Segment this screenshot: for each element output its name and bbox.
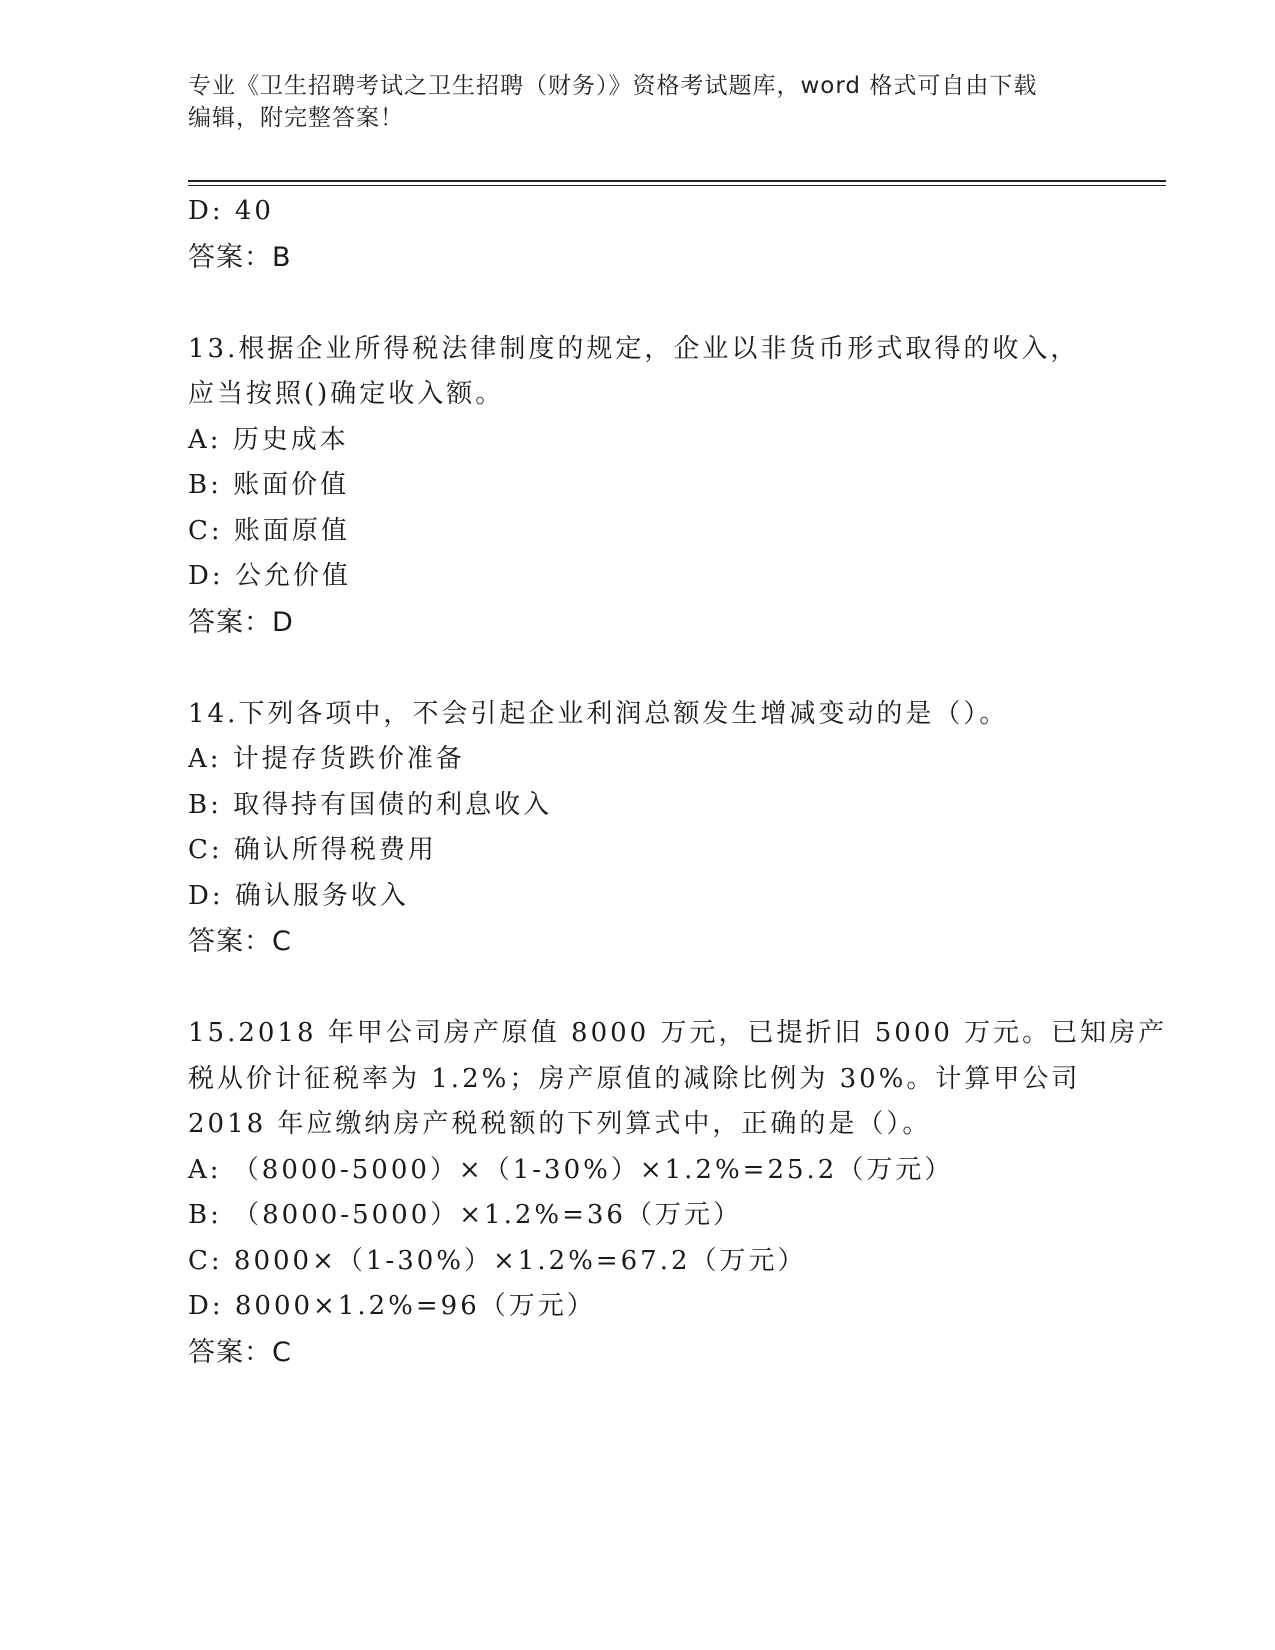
question-stem: 13.根据企业所得税法律制度的规定，企业以非货币形式取得的收入，	[188, 333, 1080, 364]
header-divider-thin	[188, 185, 1166, 186]
question-stem: 2018 年应缴纳房产税税额的下列算式中，正确的是（）。	[188, 1109, 932, 1139]
option-d: D: 确认服务收入	[188, 880, 409, 911]
question-15	[188, 1011, 1168, 1376]
option-b: B: 取得持有国债的利息收入	[188, 789, 553, 820]
question-13	[188, 327, 1148, 646]
option-b: B: 账面价值	[188, 470, 350, 500]
spacer	[188, 646, 1148, 692]
option-a: A: 历史成本	[188, 424, 349, 455]
page-header	[188, 70, 1088, 134]
spacer	[188, 965, 1148, 1011]
question-14	[188, 692, 1148, 966]
option-a: A: 计提存货跌价准备	[188, 744, 465, 774]
prev-answer: 答案：B	[188, 241, 292, 273]
option-a: A: （8000-5000）×（1-30%）×1.2%=25.2（万元）	[188, 1154, 954, 1185]
answer: 答案：D	[188, 606, 294, 638]
question-stem: 税从价计征税率为 1.2%；房产原值的减除比例为 30%。计算甲公司	[188, 1063, 1081, 1094]
question-stem: 应当按照()确定收入额。	[188, 379, 505, 409]
header-line-1: 专业《卫生招聘考试之卫生招聘（财务）》资格考试题库，word 格式可自由下载	[188, 73, 1038, 99]
question-stem: 15.2018 年甲公司房产原值 8000 万元，已提折旧 5000 万元。已知房产	[188, 1018, 1168, 1048]
question-stem: 14.下列各项中，不会引起企业利润总额发生增减变动的是（）。	[188, 698, 1009, 729]
option-d: D: 公允价值	[188, 561, 351, 591]
prev-option-d: D: 40	[188, 196, 274, 226]
answer: 答案：C	[188, 926, 292, 957]
spacer	[188, 281, 1148, 327]
option-c: C: 账面原值	[188, 515, 350, 546]
option-c: C: 确认所得税费用	[188, 835, 437, 865]
option-b: B: （8000-5000）×1.2%=36（万元）	[188, 1200, 742, 1230]
header-divider	[188, 180, 1166, 182]
header-line-2: 编辑，附完整答案！	[188, 105, 404, 131]
option-d: D: 8000×1.2%=96（万元）	[188, 1291, 596, 1321]
option-c: C: 8000×（1-30%）×1.2%=67.2（万元）	[188, 1245, 807, 1276]
question-list	[188, 189, 1168, 1376]
answer: 答案：C	[188, 1336, 292, 1368]
